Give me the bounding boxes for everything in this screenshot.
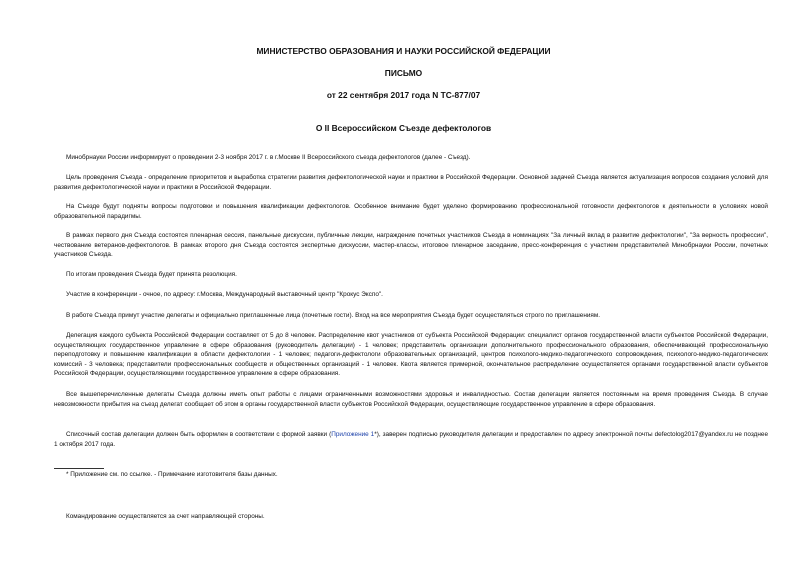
paragraph-10 xyxy=(54,430,768,449)
paragraph-5: По итогам проведения Съезда будет принята резолюция. xyxy=(66,271,237,278)
ministry-heading: МИНИСТЕРСТВО ОБРАЗОВАНИЯ И НАУКИ РОССИЙСКОЙ ФЕДЕРАЦИИ xyxy=(256,46,551,56)
footnote-separator xyxy=(54,468,104,469)
paragraph-4: В рамках первого дня Съезда состоятся пленарная сессия, панельные дискуссии, публичные лекции, награждение почетных участников Съезда в номинациях "За личный вклад в развитие дефектологии", "За верность профессии", чествование ветеранов-дефектологов. В рамках второго дня Съезда состоятся экспертные дискуссии, мастер-классы, итоговое пленарное заседание, пресс-конференция с участием представителей Минобрнауки России, почетных участников Съезда. xyxy=(54,232,768,258)
paragraph-7: В работе Съезда примут участие делегаты и официально приглашенные лица (почетные гости). Вход на все мероприятия Съезда будет осуществляться строго по приглашениям. xyxy=(66,312,601,319)
paragraph-9: Все вышеперечисленные делегаты Съезда должны иметь опыт работы с лицами ограниченными возможностями здоровья и инвалидностью. Состав делегации является постоянным на время проведения Съезда. В случае невозможности прибытия на съезд делегат сообщает об этом в органы государственной власти субъектов Российской Федерации, осуществляющие государственное управление в сфере образования. xyxy=(54,391,768,408)
document-date-number: от 22 сентября 2017 года N ТС-877/07 xyxy=(326,90,481,100)
document-subject: О II Всероссийском Съезде дефектологов xyxy=(315,123,492,133)
paragraph-3: На Съезде будут подняты вопросы подготовки и повышения квалификации дефектологов. Особенное внимание будет уделено формированию профессиональной готовности дефектологов к деятельности в условиях новой образовательной парадигмы. xyxy=(54,203,768,220)
paragraph-2: Цель проведения Съезда - определение приоритетов и выработка стратегии развития дефектологической науки и практики в Российской Федерации. Основной задачей Съезда является актуализация вопросов создания условий для развития дефектологической науки и практики в Российской Федерации. xyxy=(54,174,768,191)
document-type: ПИСЬМО xyxy=(384,68,423,78)
paragraph-1: Минобрнауки России информирует о проведении 2-3 ноября 2017 г. в г.Москве II Всероссийского съезда дефектологов (далее - Съезд). xyxy=(66,154,471,161)
appendix-1-link[interactable]: Приложение 1 xyxy=(331,431,375,438)
footnote: * Приложение см. по ссылке. - Примечание изготовителя базы данных. xyxy=(66,471,278,478)
paragraph-10-text-a: Списочный состав делегации должен быть оформлен в соответствии с формой заявки ( xyxy=(66,431,332,438)
paragraph-8: Делегация каждого субъекта Российской Федерации составляет от 5 до 8 человек. Распределение квот участников от субъекта Российской Федерации: специалист органов государственной власти субъектов Российской Федерации, осуществляющих государственное управление в сфере образования (руководитель делегации) - 1 человек; представитель организации дополнительного профессионального образования, обеспечивающей профессиональную переподготовку и повышение квалификации в области дефектологии - 1 человек; педагоги-дефектологи образовательных организаций, центров психолого-медико-педагогического сопровождения, психолого-медико-педагогических комиссий - 3 человека; представители профессиональных сообществ и общественных организаций - 1 человек. Квота является примерной, окончательное распределение осуществляется органами государственной власти субъектов Российской Федерации, осуществляющими государственное управление в сфере образования. xyxy=(54,332,768,377)
paragraph-10-text-b: *), заверен подписью руководителя делегации и предоставлен по адресу электронной почты defectolog2017@yandex.ru не позднее 1 октября 2017 года. xyxy=(54,431,768,448)
paragraph-11: Командирование осуществляется за счет направляющей стороны. xyxy=(66,513,265,520)
paragraph-6: Участие в конференции - очное, по адресу: г.Москва, Международный выставочный центр "Крокус Экспо". xyxy=(66,291,383,298)
